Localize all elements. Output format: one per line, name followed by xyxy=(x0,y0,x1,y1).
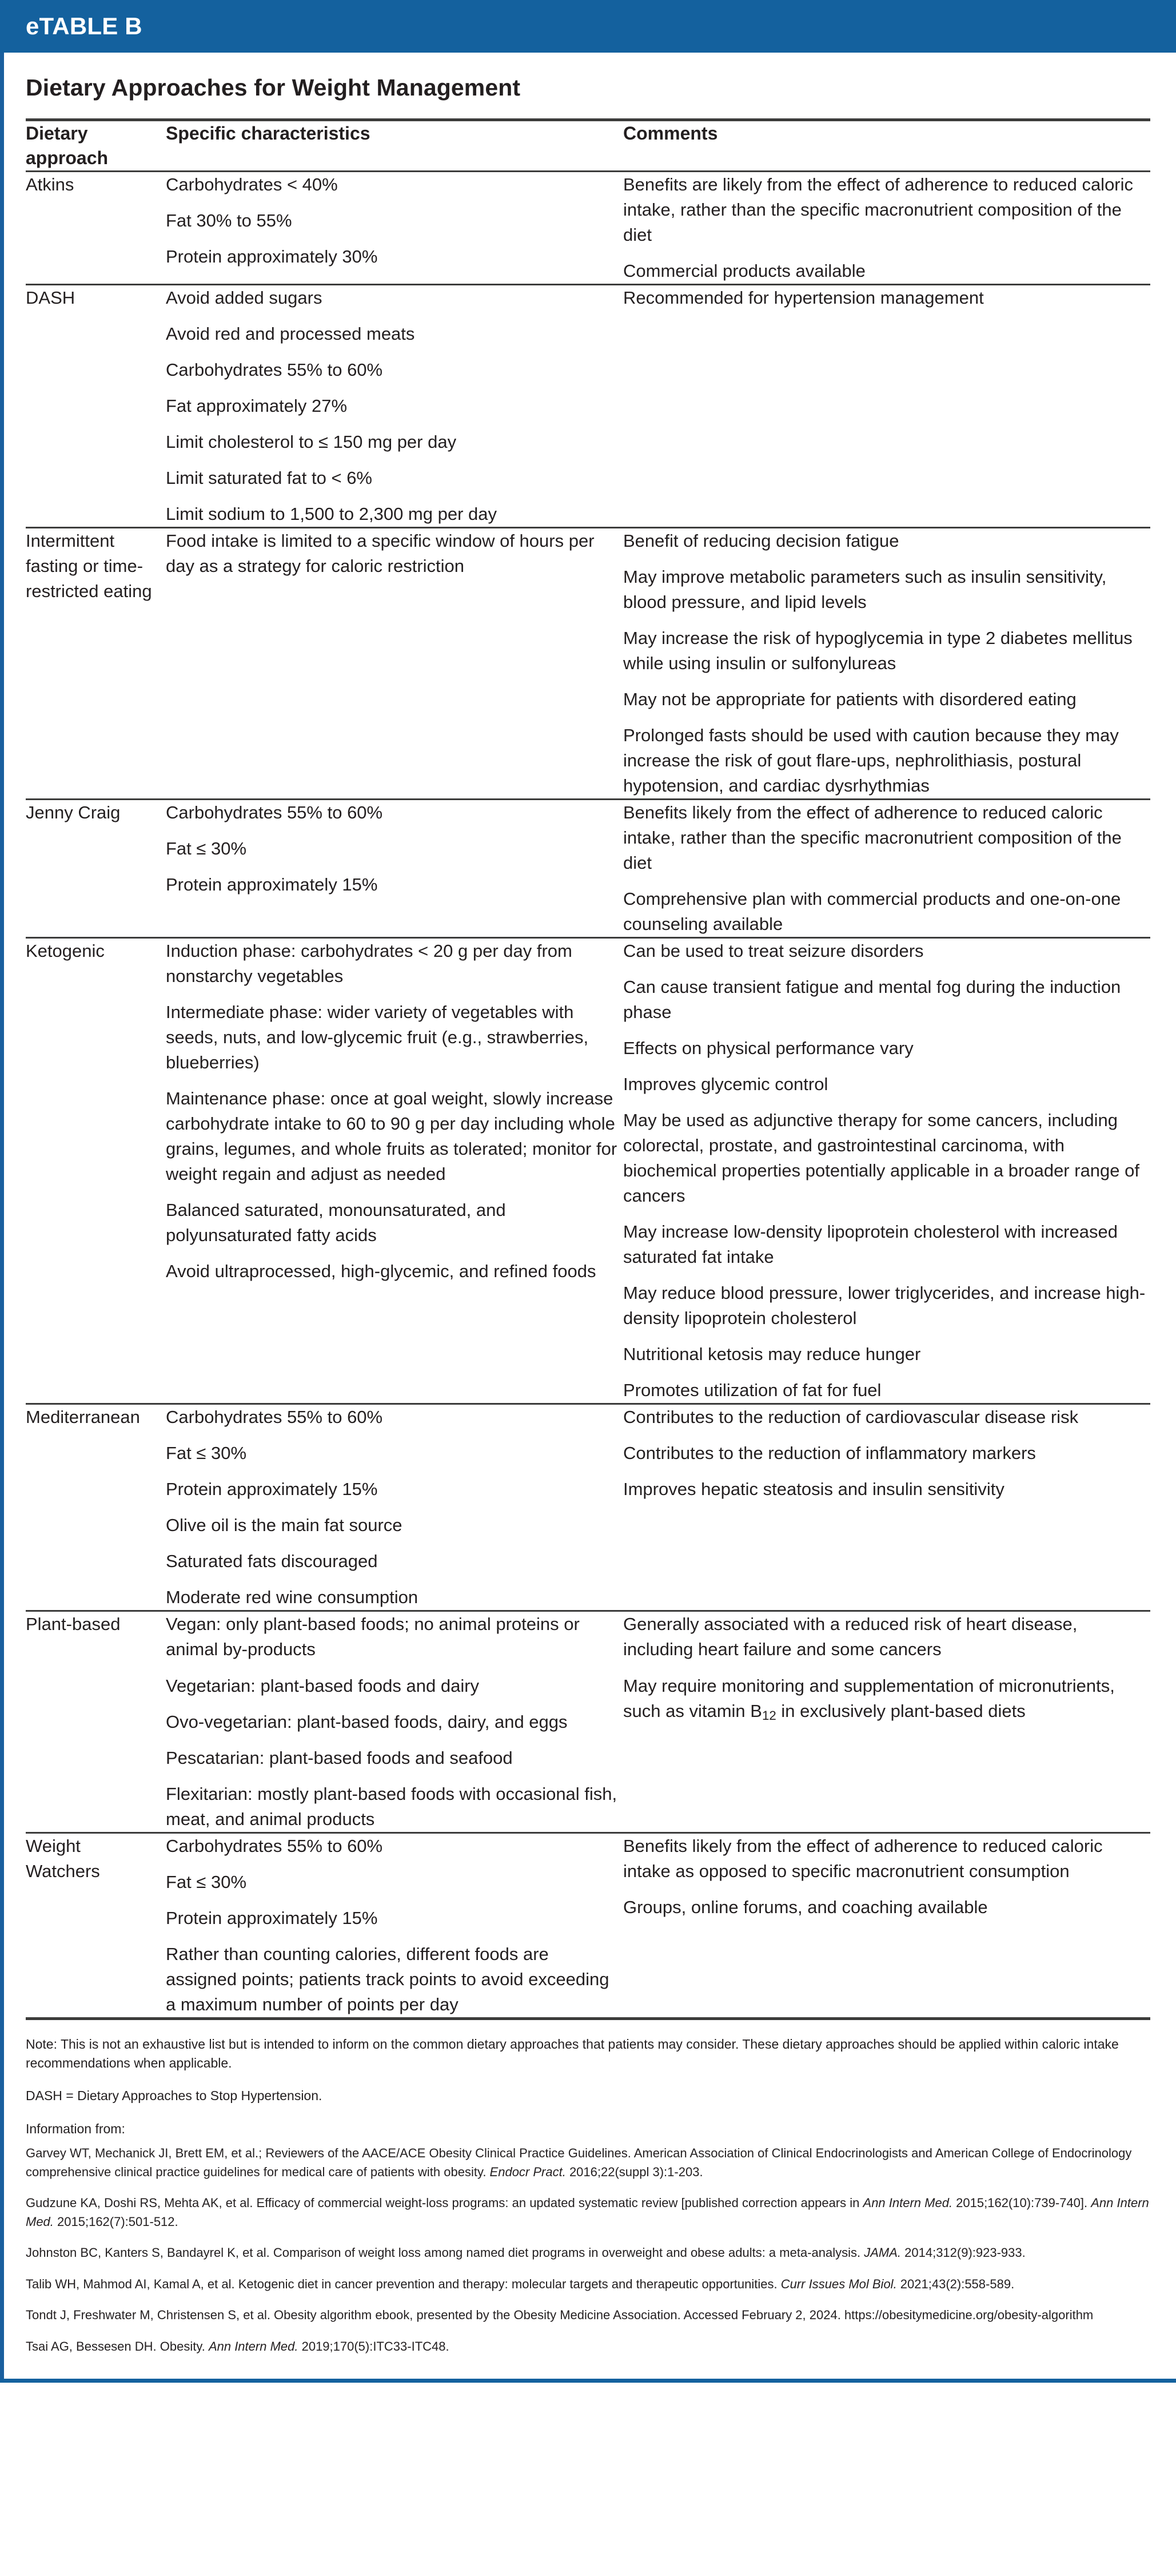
comment-item: Improves hepatic steatosis and insulin sensitivity xyxy=(623,1479,1004,1500)
cell-dietary-approach xyxy=(26,1832,166,2018)
characteristic-item: Food intake is limited to a specific window of hours per day as a strategy for caloric restriction xyxy=(166,530,595,576)
characteristic-item: Fat ≤ 30% xyxy=(166,1443,247,1464)
table-row xyxy=(26,1832,1150,2018)
characteristic-item: Flexitarian: mostly plant-based foods with occasional fish, meat, and animal products xyxy=(166,1783,617,1829)
cell-comments xyxy=(623,284,1150,527)
comment-item: Commercial products available xyxy=(623,260,866,281)
approach-name: Mediterranean xyxy=(26,1407,140,1428)
comment-item: Benefit of reducing decision fatigue xyxy=(623,530,899,551)
characteristic-item: Rather than counting calories, different foods are assigned points; patients track points to avoid exceeding a maximum number of points per day xyxy=(166,1943,609,2014)
characteristic-item: Ovo-vegetarian: plant-based foods, dairy, and eggs xyxy=(166,1711,568,1732)
comment-item: Nutritional ketosis may reduce hunger xyxy=(623,1344,921,1365)
column-header-approach-line2: approach xyxy=(26,147,109,168)
cell-dietary-approach xyxy=(26,527,166,799)
comment-item: Contributes to the reduction of inflammatory markers xyxy=(623,1443,1036,1464)
comment-item: May be used as adjunctive therapy for some cancers, including colorectal, prostate, and gastrointestinal carcinoma, with biochemical properties potentially applicable in a broader range of cancers xyxy=(623,1110,1139,1206)
table-row xyxy=(26,527,1150,799)
characteristic-item: Vegetarian: plant-based foods and dairy xyxy=(166,1675,480,1696)
table-row xyxy=(26,1404,1150,1611)
characteristic-item: Balanced saturated, monounsaturated, and polyunsaturated fatty acids xyxy=(166,1200,506,1246)
note-text: Note: This is not an exhaustive list but is intended to inform on the common dietary approaches that patients may consider. These dietary approaches should be applied within caloric intake recommendations when applicable. xyxy=(26,2036,1119,2071)
reference-item: Johnston BC, Kanters S, Bandayrel K, et al. Comparison of weight loss among named diet programs in overweight and obese adults: a meta-analysis. JAMA. 2014;312(9):923-933. xyxy=(26,2245,1026,2260)
cell-specific-characteristics xyxy=(166,1832,623,2018)
cell-comments xyxy=(623,1611,1150,1832)
characteristic-item: Limit sodium to 1,500 to 2,300 mg per day xyxy=(166,503,497,524)
table-frame xyxy=(0,53,1176,2383)
characteristic-item: Vegan: only plant-based foods; no animal proteins or animal by-products xyxy=(166,1614,580,1660)
table-body-wrap xyxy=(4,53,1176,2379)
comment-item: Can be used to treat seizure disorders xyxy=(623,941,924,961)
table-row xyxy=(26,1611,1150,1832)
cell-comments xyxy=(623,938,1150,1404)
characteristic-item: Induction phase: carbohydrates < 20 g per day from nonstarchy vegetables xyxy=(166,941,572,987)
cell-specific-characteristics xyxy=(166,284,623,527)
comment-item: May reduce blood pressure, lower triglycerides, and increase high-density lipoprotein cholesterol xyxy=(623,1283,1146,1329)
cell-specific-characteristics xyxy=(166,800,623,938)
characteristic-item: Intermediate phase: wider variety of vegetables with seeds, nuts, and low-glycemic fruit (e.g., strawberries, blueberries) xyxy=(166,1002,589,1073)
approach-name: Ketogenic xyxy=(26,941,105,961)
comment-item: Comprehensive plan with commercial products and one-on-one counseling available xyxy=(623,889,1121,935)
comment-item: May increase the risk of hypoglycemia in type 2 diabetes mellitus while using insulin or sulfonylureas xyxy=(623,627,1133,673)
characteristic-item: Fat ≤ 30% xyxy=(166,838,247,859)
column-header-characteristics: Specific characteristics xyxy=(166,120,623,172)
etable-header-bar xyxy=(0,0,1176,53)
cell-specific-characteristics xyxy=(166,1404,623,1611)
comment-item: Prolonged fasts should be used with caution because they may increase the risk of gout flare-ups, nephrolithiasis, postural hypotension, and cardiac dysrhythmias xyxy=(623,725,1119,796)
characteristic-item: Carbohydrates 55% to 60% xyxy=(166,359,383,380)
bottom-accent-rule xyxy=(0,2379,1176,2383)
approach-name: Atkins xyxy=(26,174,74,194)
approach-name: Intermittent fasting or time-restricted eating xyxy=(26,530,152,601)
characteristic-item: Saturated fats discouraged xyxy=(166,1551,378,1572)
characteristic-item: Carbohydrates < 40% xyxy=(166,174,338,194)
characteristic-item: Avoid ultraprocessed, high-glycemic, and refined foods xyxy=(166,1261,596,1282)
table-row xyxy=(26,800,1150,938)
cell-specific-characteristics xyxy=(166,1611,623,1832)
reference-item: Tsai AG, Bessesen DH. Obesity. Ann Intern Med. 2019;170(5):ITC33-ITC48. xyxy=(26,2339,449,2354)
table-row xyxy=(26,284,1150,527)
cell-dietary-approach xyxy=(26,171,166,284)
comment-item: May not be appropriate for patients with disordered eating xyxy=(623,689,1077,709)
cell-comments xyxy=(623,1404,1150,1611)
characteristic-item: Protein approximately 30% xyxy=(166,246,378,267)
reference-item: Gudzune KA, Doshi RS, Mehta AK, et al. Efficacy of commercial weight-loss programs: an updated systematic review [published correction appears in Ann Intern Med. 2015;162(10):739-740]. Ann Intern Med. 2015;162(7):501-512. xyxy=(26,2196,1149,2229)
comment-item: Groups, online forums, and coaching available xyxy=(623,1897,988,1917)
cell-dietary-approach xyxy=(26,800,166,938)
table-row xyxy=(26,171,1150,284)
characteristic-item: Maintenance phase: once at goal weight, slowly increase carbohydrate intake to 60 to 90 g per day including whole grains, legumes, and whole fruits as tolerated; monitor for weight regain and adjust as needed xyxy=(166,1088,617,1184)
approach-name: Weight Watchers xyxy=(26,1835,100,1881)
comment-item: Benefits are likely from the effect of adherence to reduced caloric intake, rather than the specific macronutrient composition of the diet xyxy=(623,174,1134,245)
reference-item: Talib WH, Mahmod AI, Kamal A, et al. Ketogenic diet in cancer prevention and therapy: molecular targets and therapeutic opportunities. Curr Issues Mol Biol. 2021;43(2):558-589. xyxy=(26,2276,1015,2291)
characteristic-item: Carbohydrates 55% to 60% xyxy=(166,802,383,823)
comment-item: May require monitoring and supplementation of micronutrients, such as vitamin $B_{12}$ in exclusively plant-based diets xyxy=(623,1675,1115,1723)
characteristic-item: Avoid red and processed meats xyxy=(166,323,415,344)
reference-list xyxy=(26,2144,1150,2379)
cell-dietary-approach xyxy=(26,284,166,527)
characteristic-item: Carbohydrates 55% to 60% xyxy=(166,1835,383,1856)
column-header-approach-line1: Dietary xyxy=(26,123,88,144)
comment-item: May increase low-density lipoprotein cholesterol with increased saturated fat intake xyxy=(623,1222,1118,1267)
cell-dietary-approach xyxy=(26,1404,166,1611)
table-header-row xyxy=(26,120,1150,172)
approach-name: DASH xyxy=(26,287,75,308)
characteristic-item: Avoid added sugars xyxy=(166,287,322,308)
reference-item: Garvey WT, Mechanick JI, Brett EM, et al.; Reviewers of the AACE/ACE Obesity Clinical Practice Guidelines. American Association of Clinical Endocrinologists and American College of Endocrinology comprehensive clinical practice guidelines for medical care of patients with obesity. Endocr Pract. 2016;22(suppl 3):1-203. xyxy=(26,2146,1132,2179)
characteristic-item: Pescatarian: plant-based foods and seafood xyxy=(166,1747,513,1768)
table-head xyxy=(26,120,1150,172)
reference-item: Tondt J, Freshwater M, Christensen S, et al. Obesity algorithm ebook, presented by the Obesity Medicine Association. Accessed February 2, 2024. https://obesitymedicine.org/obesity-algorithm xyxy=(26,2308,1094,2323)
table-notes xyxy=(26,2020,1150,2144)
characteristic-item: Fat 30% to 55% xyxy=(166,210,292,230)
column-header-comments: Comments xyxy=(623,120,1150,172)
cell-dietary-approach xyxy=(26,1611,166,1832)
cell-comments xyxy=(623,527,1150,799)
cell-specific-characteristics xyxy=(166,171,623,284)
approach-name: Plant-based xyxy=(26,1614,121,1635)
characteristic-item: Fat ≤ 30% xyxy=(166,1871,247,1892)
cell-comments xyxy=(623,800,1150,938)
table-body xyxy=(26,171,1150,2018)
dietary-approaches-table xyxy=(26,118,1150,2020)
etable-label: eTABLE B xyxy=(26,13,142,39)
characteristic-item: Olive oil is the main fat source xyxy=(166,1515,402,1536)
comment-item: Effects on physical performance vary xyxy=(623,1038,914,1059)
comment-item: May improve metabolic parameters such as insulin sensitivity, blood pressure, and lipid levels xyxy=(623,566,1107,612)
comment-item: Benefits likely from the effect of adherence to reduced caloric intake, rather than the specific macronutrient composition of the diet xyxy=(623,802,1122,873)
comment-item: Promotes utilization of fat for fuel xyxy=(623,1380,882,1401)
characteristic-item: Moderate red wine consumption xyxy=(166,1587,418,1608)
abbreviation-text: DASH = Dietary Approaches to Stop Hypertension. xyxy=(26,2088,322,2104)
approach-name: Jenny Craig xyxy=(26,802,121,823)
table-row xyxy=(26,938,1150,1404)
characteristic-item: Limit cholesterol to ≤ 150 mg per day xyxy=(166,431,457,452)
page-title: Dietary Approaches for Weight Management xyxy=(26,74,521,101)
characteristic-item: Carbohydrates 55% to 60% xyxy=(166,1407,383,1428)
cell-dietary-approach xyxy=(26,938,166,1404)
comment-item: Benefits likely from the effect of adherence to reduced caloric intake as opposed to specific macronutrient consumption xyxy=(623,1835,1103,1881)
comment-item: Recommended for hypertension management xyxy=(623,287,984,308)
cell-specific-characteristics xyxy=(166,527,623,799)
comment-item: Generally associated with a reduced risk of heart disease, including heart failure and some cancers xyxy=(623,1614,1078,1660)
comment-item: Contributes to the reduction of cardiovascular disease risk xyxy=(623,1407,1079,1428)
characteristic-item: Limit saturated fat to < 6% xyxy=(166,467,372,488)
characteristic-item: Protein approximately 15% xyxy=(166,874,378,895)
characteristic-item: Protein approximately 15% xyxy=(166,1907,378,1928)
characteristic-item: Fat approximately 27% xyxy=(166,395,348,416)
information-from-label: Information from: xyxy=(26,2121,125,2136)
column-header-approach xyxy=(26,120,166,172)
cell-comments xyxy=(623,171,1150,284)
cell-specific-characteristics xyxy=(166,938,623,1404)
characteristic-item: Protein approximately 15% xyxy=(166,1479,378,1500)
comment-item: Can cause transient fatigue and mental fog during the induction phase xyxy=(623,977,1121,1023)
cell-comments xyxy=(623,1832,1150,2018)
comment-item: Improves glycemic control xyxy=(623,1074,828,1095)
